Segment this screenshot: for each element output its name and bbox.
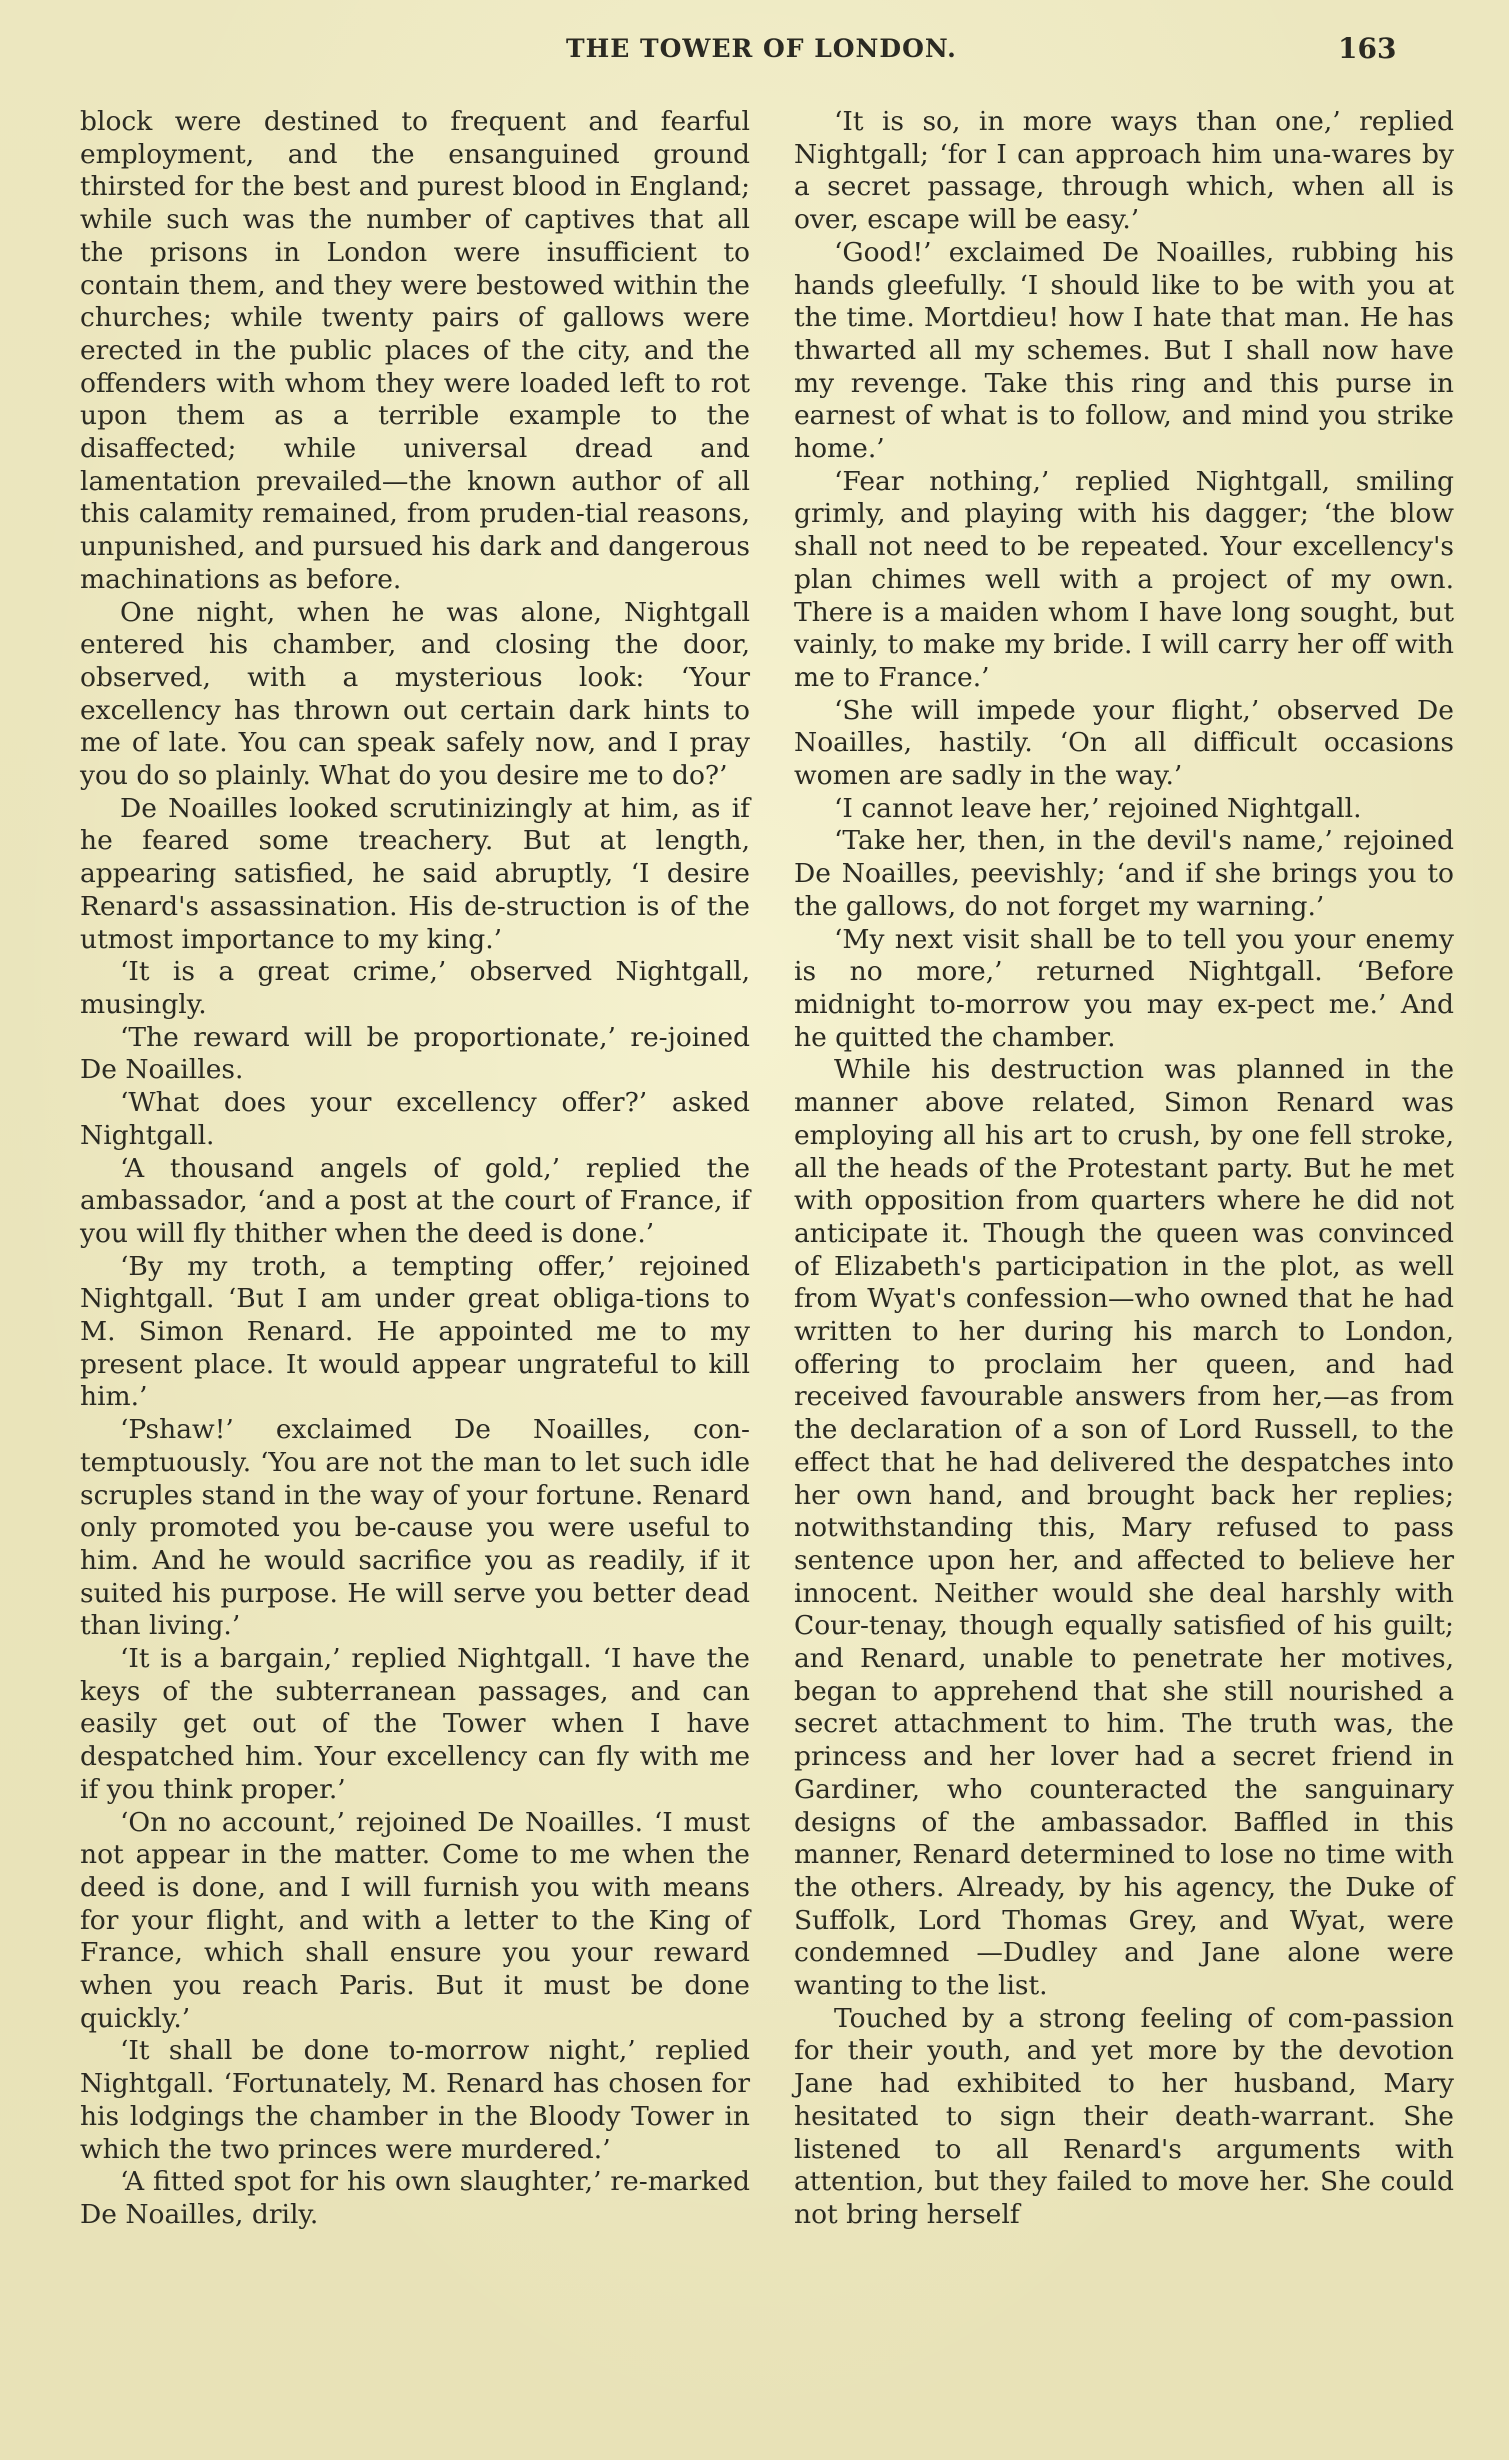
paragraph: ‘Pshaw!’ exclaimed De Noailles, con-temptuously. ‘You are not the man to let such idle scruples stand in the way of your fortune. Renard only promoted you be-cause you were useful to him. And he would sacrifice you as readily, if it suited his purpose. He will serve you better dead than living.’ xyxy=(80,1414,750,1642)
paragraph: ‘Take her, then, in the devil's name,’ rejoined De Noailles, peevishly; ‘and if she brings you to the gallows, do not forget my warning.’ xyxy=(794,825,1454,922)
paragraph: ‘Fear nothing,’ replied Nightgall, smiling grimly, and playing with his dagger; ‘the blow shall not need to be repeated. Your excellency's plan chimes well with a project of my own. There is a maiden whom I have long sought, but vainly, to make my bride. I will carry her off with me to France.’ xyxy=(794,465,1454,693)
paragraph: ‘I cannot leave her,’ rejoined Nightgall. xyxy=(834,792,1362,824)
paragraph: ‘On no account,’ rejoined De Noailles. ‘I must not appear in the matter. Come to me when the deed is done, and I will furnish you with means for your flight, and with a letter to the King of France, which shall ensure you your reward when you reach Paris. But it must be done quickly.’ xyxy=(80,1806,750,2034)
paragraph: ‘By my troth, a tempting offer,’ rejoined Nightgall. ‘But I am under great obliga-tions to M. Simon Renard. He appointed me to my present place. It would appear ungrateful to kill him.’ xyxy=(80,1250,750,1413)
paragraph: ‘My next visit shall be to tell you your enemy is no more,’ returned Nightgall. ‘Before midnight to-morrow you may ex-pect me.’ And he quitted the chamber. xyxy=(794,923,1454,1053)
paragraph: ‘It is a great crime,’ observed Nightgall, musingly. xyxy=(80,956,750,1020)
paragraph: ‘She will impede your flight,’ observed De Noailles, hastily. ‘On all difficult occasions women are sadly in the way.’ xyxy=(794,694,1454,792)
paragraph: ‘A thousand angels of gold,’ replied the ambassador, ‘and a post at the court of France, if you will fly thither when the deed is done.’ xyxy=(80,1152,750,1249)
page-header xyxy=(0,30,1509,70)
paragraph: ‘What does your excellency offer?’ asked Nightgall. xyxy=(80,1087,750,1151)
paragraph: ‘Good!’ exclaimed De Noailles, rubbing his hands gleefully. ‘I should like to be with you at the time. Mortdieu! how I hate that man. He has thwarted all my schemes. But I shall now have my revenge. Take this ring and this purse in earnest of what is to follow, and mind you strike home.’ xyxy=(794,236,1454,465)
paragraph: One night, when he was alone, Nightgall entered his chamber, and closing the door, observed, with a mysterious look: ‘Your excellency has thrown out certain dark hints to me of late. You can speak safely now, and I pray you do so plainly. What do you desire me to do?’ xyxy=(80,596,750,792)
running-title: THE TOWER OF LONDON. xyxy=(566,34,957,63)
paragraph: ‘It is so, in more ways than one,’ replied Nightgall; ‘for I can approach him una-wares by a secret passage, through which, when all is over, escape will be easy.’ xyxy=(794,106,1454,236)
right-column xyxy=(794,106,1454,2232)
left-column xyxy=(80,106,750,2232)
paragraph: ‘A fitted spot for his own slaughter,’ re-marked De Noailles, drily. xyxy=(80,2166,750,2230)
page-number: 163 xyxy=(1338,32,1397,65)
paragraph: ‘The reward will be proportionate,’ re-joined De Noailles. xyxy=(80,1021,750,1086)
paragraph: De Noailles looked scrutinizingly at him, as if he feared some treachery. But at length, appearing satisfied, he said abruptly, ‘I desire Renard's assassination. His de-struction is of the utmost importance to my king.’ xyxy=(80,792,750,955)
paragraph: block were destined to frequent and fearful employment, and the ensanguined ground thirsted for the best and purest blood in England; while such was the number of captives that all the prisons in London were insufficient to contain them, and they were bestowed within the churches; while twenty pairs of gallows were erected in the public places of the city, and the offenders with whom they were loaded left to rot upon them as a terrible example to the disaffected; while universal dread and lamentation prevailed—the known author of all this calamity remained, from pruden-tial reasons, unpunished, and pursued his dark and dangerous machinations as before. xyxy=(80,106,750,595)
paragraph: ‘It is a bargain,’ replied Nightgall. ‘I have the keys of the subterranean passages, and can easily get out of the Tower when I have despatched him. Your excellency can fly with me if you think proper.’ xyxy=(80,1643,750,1805)
paragraph: While his destruction was planned in the manner above related, Simon Renard was employing all his art to crush, by one fell stroke, all the heads of the Protestant party. But he met with opposition from quarters where he did not anticipate it. Though the queen was convinced of Elizabeth's participation in the plot, as well from Wyat's confession—who owned that he had written to her during his march to London, offering to proclaim her queen, and had received favourable answers from her,—as from the declaration of a son of Lord Russell, to the effect that he had delivered the despatches into her own hand, and brought back her replies; notwithstanding this, Mary refused to pass sentence upon her, and affected to believe her innocent. Neither would she deal harshly with Cour-tenay, though equally satisfied of his guilt; and Renard, unable to penetrate her motives, began to apprehend that she still nourished a secret attachment to him. The truth was, the princess and her lover had a secret friend in Gardiner, who counteracted the sanguinary designs of the ambassador. Baffled in this manner, Renard determined to lose no time with the others. Already, by his agency, the Duke of Suffolk, Lord Thomas Grey, and Wyat, were condemned —Dudley and Jane alone were wanting to the list. xyxy=(794,1054,1454,2002)
paragraph: ‘It shall be done to-morrow night,’ replied Nightgall. ‘Fortunately, M. Renard has chosen for his lodgings the chamber in the Bloody Tower in which the two princes were murdered.’ xyxy=(80,2035,750,2165)
paragraph: Touched by a strong feeling of com-passion for their youth, and yet more by the devotion Jane had exhibited to her husband, Mary hesitated to sign their death-warrant. She listened to all Renard's arguments with attention, but they failed to move her. She could not bring herself xyxy=(794,2002,1454,2230)
